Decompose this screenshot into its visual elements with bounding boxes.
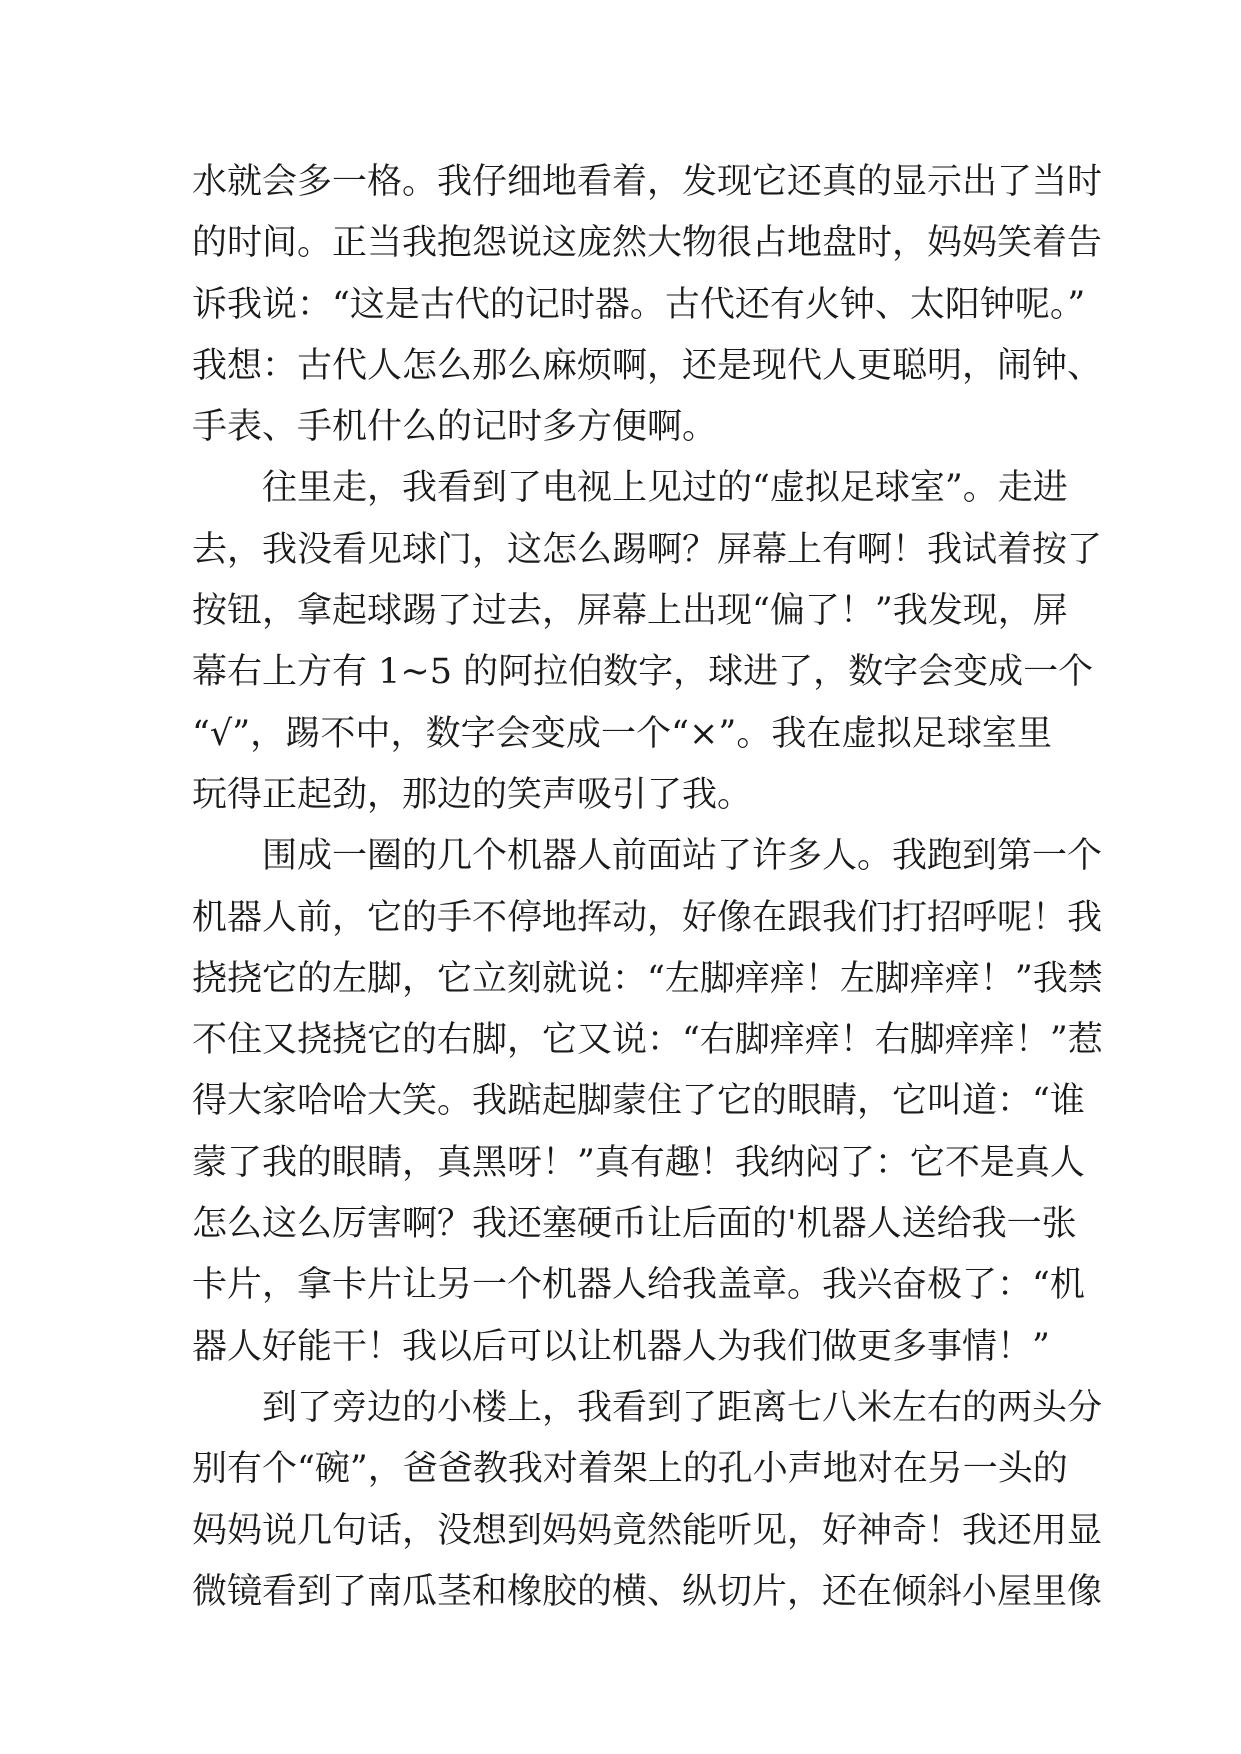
text-line: 按钮，拿起球踢了过去，屏幕上出现“偏了！”我发现，屏 (192, 591, 1068, 632)
text-line: 器人好能干！我以后可以让机器人为我们做更多事情！” (192, 1326, 1050, 1367)
text-line: 诉我说：“这是古代的记时器。古代还有火钟、太阳钟呢。” (192, 284, 1086, 325)
text-line: 蒙了我的眼睛，真黑呀！”真有趣！我纳闷了：它不是真人 (192, 1142, 1085, 1183)
text-line: 不住又挠挠它的右脚，它又说：“右脚痒痒！右脚痒痒！”惹 (192, 1020, 1103, 1061)
body-text (192, 152, 1103, 1623)
text-line: 卡片，拿卡片让另一个机器人给我盖章。我兴奋极了：“机 (192, 1265, 1085, 1306)
text-line: 别有个“碗”，爸爸教我对着架上的孔小声地对在另一头的 (192, 1449, 1068, 1490)
text-line: 的时间。正当我抱怨说这庞然大物很占地盘时，妈妈笑着告 (192, 223, 1103, 264)
text-line: 微镜看到了南瓜茎和橡胶的横、纵切片，还在倾斜小屋里像 (192, 1571, 1103, 1612)
text-line: 得大家哈哈大笑。我踮起脚蒙住了它的眼睛，它叫道：“谁 (192, 1081, 1085, 1122)
text-line: 妈妈说几句话，没想到妈妈竟然能听见，好神奇！我还用显 (192, 1510, 1103, 1551)
text-line: 去，我没看见球门，这怎么踢啊？屏幕上有啊！我试着按了 (192, 529, 1103, 570)
text-line: 机器人前，它的手不停地挥动，好像在跟我们打招呼呢！我 (192, 897, 1103, 938)
text-line: 到了旁边的小楼上，我看到了距离七八米左右的两头分 (262, 1387, 1103, 1428)
text-line: “√”，踢不中，数字会变成一个“×”。我在虚拟足球室里 (192, 713, 1052, 754)
text-line: 挠挠它的左脚，它立刻就说：“左脚痒痒！左脚痒痒！”我禁 (192, 958, 1103, 999)
text-line: 幕右上方有 1~5 的阿拉伯数字，球进了，数字会变成一个 (192, 652, 1094, 693)
text-line: 水就会多一格。我仔细地看着，发现它还真的显示出了当时 (192, 162, 1103, 202)
text-line: 围成一圈的几个机器人前面站了许多人。我跑到第一个 (262, 836, 1103, 877)
text-line: 怎么这么厉害啊？我还塞硬币让后面的'机器人送给我一张 (192, 1204, 1077, 1245)
text-line: 玩得正起劲，那边的笑声吸引了我。 (192, 774, 753, 815)
text-line: 我想：古代人怎么那么麻烦啊，还是现代人更聪明，闹钟、 (192, 345, 1103, 386)
text-line: 往里走，我看到了电视上见过的“虚拟足球室”。走进 (262, 468, 1068, 509)
text-line: 手表、手机什么的记时多方便啊。 (192, 407, 718, 448)
